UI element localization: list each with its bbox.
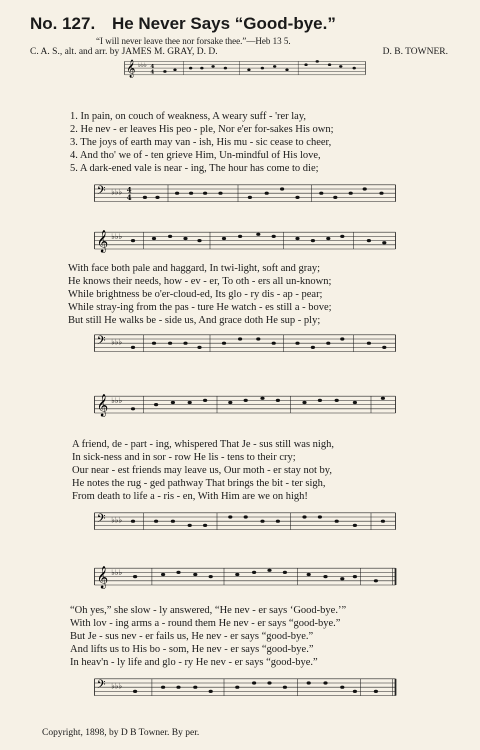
music-credit: D. B. TOWNER.: [382, 47, 448, 57]
lyric-line: With lov - ing arms a - round them He nev - er says “good-bye.”: [70, 618, 341, 629]
treble-clef-icon: 𝄞: [96, 565, 109, 589]
lyric-line: He knows their needs, how - ev - er, To oth - ers all un-known;: [68, 276, 332, 287]
lyrics-block-3: [72, 438, 460, 503]
bass-clef-icon: 𝄢: [96, 678, 106, 695]
bass-clef-icon: 𝄢: [96, 184, 106, 201]
svg-text:♭♭♭: ♭♭♭: [111, 515, 123, 525]
svg-text:♭♭♭: ♭♭♭: [111, 337, 123, 347]
lyric-line: From death to life a - ris - en, With Him are we on high!: [72, 491, 308, 502]
hymn-title-line: [30, 14, 460, 34]
lyric-line: With face both pale and haggard, In twi-light, soft and gray;: [68, 263, 321, 274]
bass-clef-icon: 𝄢: [96, 512, 106, 529]
lyric-line: And lifts us to His bo - som, He nev - er says “good-bye.”: [70, 644, 314, 655]
lyric-line: But still He walks be - side us, And grace doth He sup - ply;: [68, 315, 321, 326]
bass-staff: [30, 510, 460, 538]
lyric-line: Our near - est friends may leave us, Our moth - er stay not by,: [72, 465, 332, 476]
hymn-number: No. 127.: [30, 14, 96, 33]
lyric-line: 2. He nev - er leaves His peo - ple, Nor e'er for-sakes His own;: [70, 124, 334, 135]
lyric-line: He notes the rug - ged pathway That brings the bit - ter sigh,: [72, 478, 326, 489]
lyric-line: 4. And tho' we of - ten grieve Him, Un-mindful of His love,: [70, 150, 321, 161]
treble-staff: [30, 392, 460, 420]
svg-text:♭♭♭: ♭♭♭: [138, 61, 147, 69]
words-credit: C. A. S., alt. and arr. by JAMES M. GRAY, D. D.: [30, 47, 218, 57]
svg-text:♭♭♭: ♭♭♭: [111, 396, 123, 406]
svg-text:4: 4: [126, 185, 132, 195]
treble-clef-icon: 𝄞: [96, 393, 109, 417]
lyrics-block-1: [70, 110, 460, 175]
treble-staff: [30, 564, 460, 592]
svg-text:4: 4: [150, 69, 155, 76]
treble-staff: [30, 58, 460, 86]
lyric-line: While stray-ing from the pas - ture He watch - es still a - bove;: [68, 302, 332, 313]
lyrics-block-4: [70, 604, 460, 669]
lyric-line: 1. In pain, on couch of weakness, A weary suff - 'rer lay,: [70, 111, 307, 122]
svg-text:♭♭♭: ♭♭♭: [111, 187, 123, 197]
svg-text:4: 4: [126, 193, 132, 203]
lyric-line: But Je - sus nev - er fails us, He nev - er says “good-bye.”: [70, 631, 314, 642]
svg-text:♭♭♭: ♭♭♭: [111, 568, 123, 578]
bass-staff: [30, 332, 460, 360]
bass-staff: [30, 182, 460, 210]
lyric-line: “Oh yes,” she slow - ly answered, “He nev - er says ‘Good-bye.’”: [70, 605, 347, 616]
copyright-notice: Copyright, 1898, by D B Towner. By per.: [42, 728, 200, 738]
lyric-line: In sick-ness and in sor - row He lis - tens to their cry;: [72, 452, 296, 463]
lyric-line: A friend, de - part - ing, whispered That Je - sus still was nigh,: [72, 439, 334, 450]
svg-text:4: 4: [150, 64, 155, 71]
bass-staff: [30, 676, 460, 704]
lyric-line: 3. The joys of earth may van - ish, His mu - sic cease to cheer,: [70, 137, 332, 148]
bass-clef-icon: 𝄢: [96, 334, 106, 351]
lyric-line: 5. A dark-ened vale is near - ing, The hour has come to die;: [70, 163, 319, 174]
hymn-header: [30, 14, 460, 34]
lyric-line: In heav'n - ly life and glo - ry He nev - er says “good-bye.”: [70, 657, 318, 668]
svg-text:♭♭♭: ♭♭♭: [111, 681, 123, 691]
lyrics-block-2: [68, 262, 460, 327]
lyric-line: While brightness be o'er-cloud-ed, Its glo - ry dis - ap - pear;: [68, 289, 323, 300]
treble-staff: [30, 228, 460, 256]
treble-clef-icon: 𝄞: [96, 229, 109, 253]
hymn-title: He Never Says “Good-bye.”: [111, 14, 336, 33]
svg-text:♭♭♭: ♭♭♭: [111, 232, 123, 242]
treble-clef-icon: 𝄞: [126, 58, 136, 78]
scripture-reference: “I will never leave thee nor forsake thee.”—Heb 13 5.: [96, 36, 291, 46]
